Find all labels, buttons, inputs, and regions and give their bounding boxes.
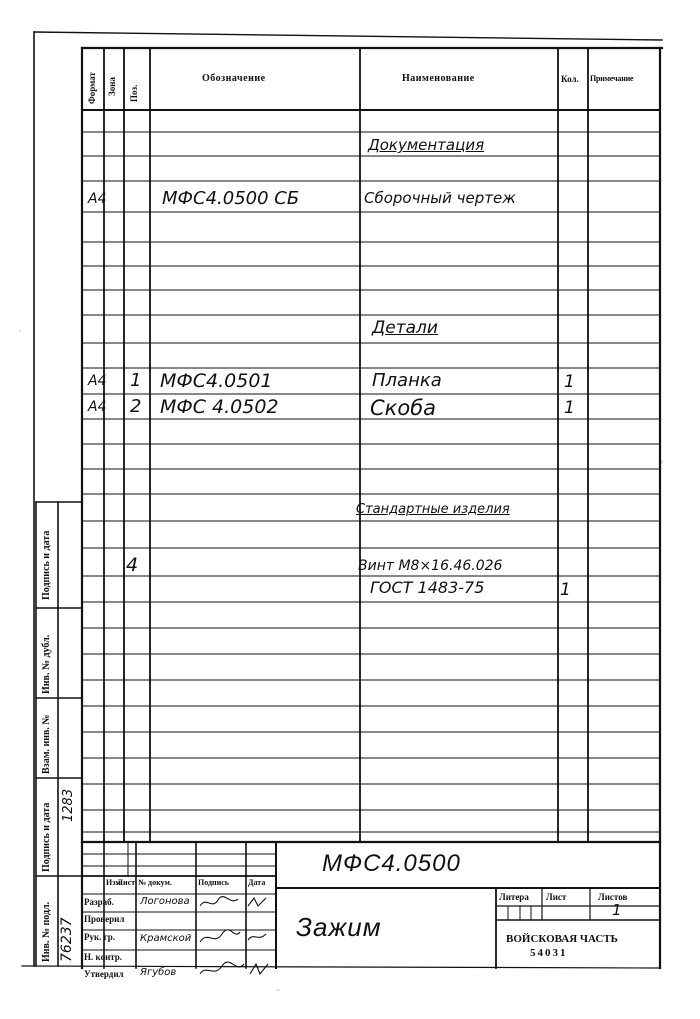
tb-col-label: Изм: [106, 878, 121, 887]
row-name: ГОСТ 1483-75: [370, 578, 485, 597]
tb-sheet: Лист: [546, 892, 567, 902]
header-designation: Обозначение: [202, 73, 266, 84]
row-qty: 1: [564, 372, 575, 392]
header-name: Наименование: [402, 73, 475, 84]
tb-org-number: 54031: [530, 947, 568, 959]
section-title: Детали: [372, 318, 438, 338]
header-qty: Кол.: [561, 74, 579, 84]
tb-sheets-value: 1: [612, 901, 622, 919]
tb-role: Утвердил: [84, 969, 124, 979]
tb-role: Рук. гр.: [84, 932, 116, 942]
side-value: 76237: [59, 917, 75, 962]
tb-surname: Крамской: [140, 933, 192, 944]
tb-org: ВОЙСКОВАЯ ЧАСТЬ: [506, 933, 618, 945]
row-name: Планка: [372, 370, 442, 391]
tb-col-label: № докум.: [138, 878, 172, 887]
tb-sheets: Листов: [598, 892, 628, 902]
side-label: Инв. № подл.: [41, 901, 52, 962]
tb-surname: Логонова: [140, 896, 190, 907]
row-name: Скоба: [370, 396, 437, 420]
row-qty: 1: [560, 580, 571, 600]
tb-surname: Ягубов: [140, 967, 177, 978]
tb-col-label: Лист: [117, 878, 136, 887]
tb-col-label: Дата: [248, 878, 266, 887]
header-format: Формат: [87, 72, 97, 104]
row-format: А4: [88, 191, 107, 207]
tb-designation: МФС4.0500: [322, 850, 461, 877]
side-label: Подпись и дата: [41, 530, 52, 600]
header-zone: Зона: [107, 77, 117, 96]
row-format: А4: [88, 399, 107, 415]
section-title: Стандартные изделия: [356, 502, 510, 517]
header-note: Примечание: [590, 74, 634, 83]
header-position: Поз.: [129, 84, 139, 102]
tb-litera: Литера: [499, 892, 529, 902]
row-format: А4: [88, 373, 107, 389]
signature-scribbles: [196, 894, 276, 978]
row-position: 2: [130, 396, 142, 417]
row-designation: МФС4.0501: [160, 370, 273, 392]
row-name: Сборочный чертеж: [364, 189, 516, 207]
tb-col-label: Подпись: [198, 878, 230, 887]
tb-role: Н. контр.: [84, 952, 123, 962]
row-name: Винт М8×16.46.026: [358, 558, 503, 574]
row-designation: МФС 4.0502: [160, 396, 279, 418]
section-title: Документация: [368, 136, 485, 154]
tb-title: Зажим: [296, 912, 382, 942]
side-label: Подпись и дата: [41, 802, 52, 872]
tb-role: Разраб.: [84, 897, 114, 907]
side-label: Инв. № дубл.: [41, 634, 52, 694]
row-designation: МФС4.0500 СБ: [162, 188, 300, 209]
side-value: 1283: [61, 788, 76, 822]
row-position: 4: [126, 554, 139, 576]
row-position: 1: [130, 370, 142, 391]
tb-role: Проверил: [84, 914, 125, 924]
row-qty: 1: [564, 398, 575, 418]
side-label: Взам. инв. №: [41, 714, 52, 774]
